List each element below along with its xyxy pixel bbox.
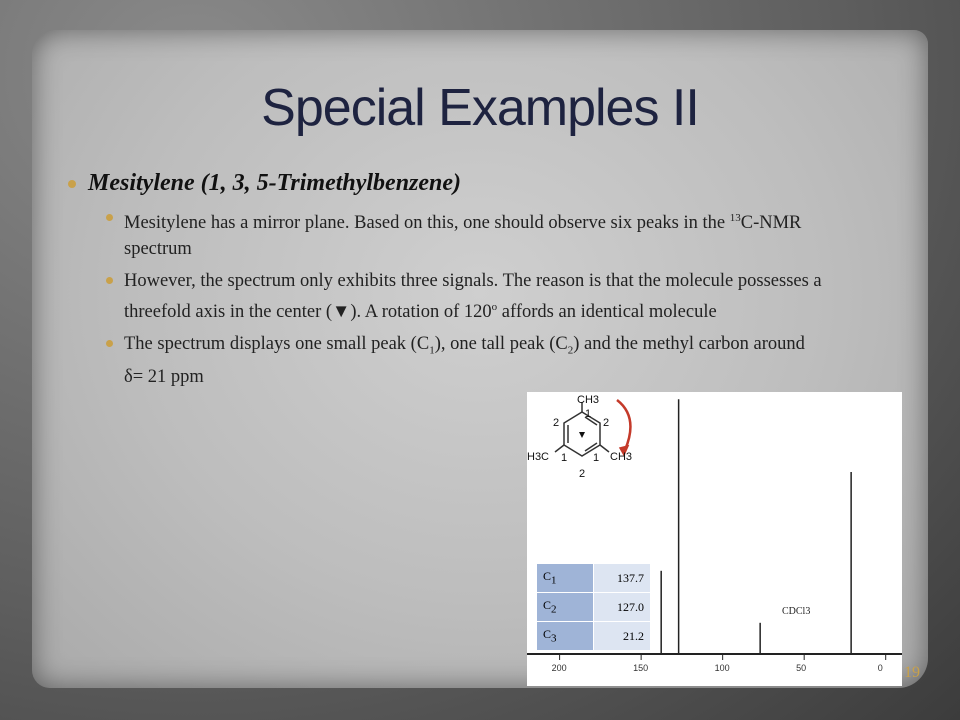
carbon-label: 1 (593, 452, 600, 464)
bullet-dot (68, 180, 76, 188)
axis-triangle-icon (579, 432, 585, 438)
bullet-threefold-axis (68, 268, 848, 325)
bullet-text: ). A rotation of 120 (350, 302, 492, 323)
table-row (537, 564, 651, 593)
superscript: 13 (729, 212, 741, 224)
chemical-shift-table (536, 563, 651, 651)
bullet-heading (68, 170, 848, 197)
mesitylene-structure (555, 400, 630, 456)
shift-cell: 137.7 (594, 564, 651, 593)
triangle-symbol: ▼ (332, 302, 351, 323)
bullet-spectrum-peaks (68, 331, 824, 390)
bullet-text: ) and the methyl carbon around (573, 334, 805, 355)
bullet-dot (106, 277, 113, 284)
table-row (537, 593, 651, 622)
x-tick-label: 100 (714, 663, 730, 673)
x-tick-label: 50 (796, 663, 807, 673)
bullet-text: Mesitylene has a mirror plane. Based on this, one should observe six peaks in the (124, 213, 730, 234)
heading-text: Mesitylene (1, 3, 5-Trimethylbenzene) (88, 170, 462, 196)
subscript: 1 (429, 345, 435, 357)
methyl-bond (600, 445, 609, 452)
shift-cell: 21.2 (594, 622, 651, 651)
bullet-text: The spectrum displays one small peak (C (124, 334, 430, 355)
shift-cell: 127.0 (594, 593, 651, 622)
subscript: 2 (567, 345, 574, 357)
carbon-cell: $C_3$ (537, 622, 594, 651)
bullet-list (68, 170, 848, 396)
bullet-text: affords an identical molecule (497, 302, 717, 323)
table-row (537, 622, 651, 651)
top-methyl-label: CH3 (577, 394, 600, 406)
bullet-text: = 21 ppm (132, 367, 204, 387)
bullet-dot (106, 340, 113, 347)
carbon-cell: $C_1$ (537, 564, 594, 593)
x-tick-label: 200 (551, 663, 567, 673)
carbon-label: 2 (579, 468, 586, 480)
carbon-label: 2 (603, 417, 610, 429)
solvent-label: CDCl3 (782, 606, 811, 617)
right-methyl-label: CH3 (610, 451, 633, 463)
x-axis-ticks (552, 654, 886, 673)
x-tick-label: 0 (877, 663, 883, 673)
x-tick-label: 150 (633, 663, 649, 673)
bullet-dot (106, 214, 113, 221)
slide-title: Special Examples II (261, 79, 699, 137)
superscript: o (491, 301, 498, 314)
bullet-text: However, the spectrum only exhibits three signals. The reason is that the molecule possesses a threefold axis in the center ( (124, 271, 822, 323)
page-number: 19 (904, 664, 920, 681)
left-methyl-label: H3C (527, 451, 550, 463)
peaks-group (661, 399, 851, 654)
methyl-bond (555, 445, 564, 452)
bullet-mirror-plane (68, 205, 848, 262)
carbon-label: 2 (553, 417, 560, 429)
bullet-text: ), one tall peak (C (434, 334, 568, 355)
carbon-cell: $C_2$ (537, 593, 594, 622)
delta-symbol: δ (124, 367, 133, 387)
carbon-label: 1 (585, 408, 592, 420)
rotation-arrow (617, 400, 630, 450)
bullet-text: C-NMR spectrum (124, 213, 802, 260)
carbon-label: 1 (561, 452, 568, 464)
